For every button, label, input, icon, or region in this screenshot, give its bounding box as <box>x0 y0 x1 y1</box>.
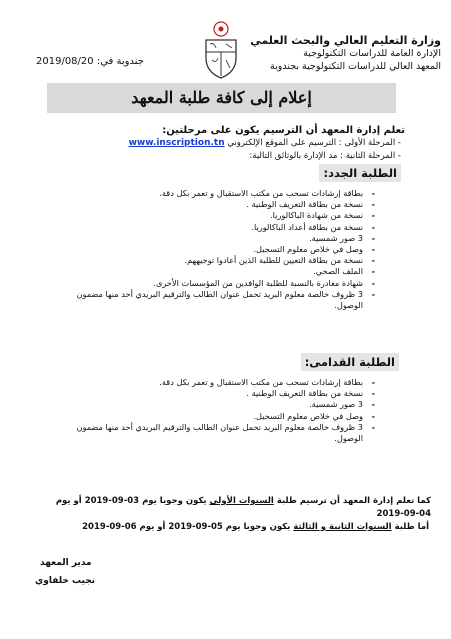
list-item: - 3 صور شمسية. <box>75 399 375 410</box>
list-item: - نسخة من بطاقة التعريف الوطنية . <box>75 388 375 399</box>
first-year-note <box>41 495 431 521</box>
note-emphasis: السنوات الأولى <box>209 496 274 506</box>
institute-name: المعهد العالي للدراسات التكنولوجية بجندوبة <box>270 61 441 72</box>
list-item: - 3 ظروف خالصة معلوم البريد تحمل عنوان الطالب والترقيم البريدي أحد منها مضمون الوصول. <box>75 422 375 444</box>
new-students-title: الطلبة الجدد: <box>319 164 401 182</box>
signature-title: مدير المعهد <box>40 558 92 568</box>
list-item: - بطاقة إرشادات تسحب من مكتب الاستقبال و تعمر بكل دقة. <box>75 188 375 199</box>
intro-text: تعلم إدارة المعهد أن الترسيم يكون على مرحلتين: <box>162 125 405 136</box>
note-text: كما تعلم إدارة المعهد أن ترسيم طلبة <box>276 496 431 506</box>
page-title: إعلام إلى كافة طلبة المعهد <box>47 83 396 113</box>
old-students-title: الطلبة القدامى: <box>301 353 399 371</box>
new-students-list <box>75 188 375 311</box>
list-item: - وصل في خلاص معلوم التسجيل. <box>75 411 375 422</box>
note-text: يكون وجوبا يوم 05-09-2019 أو يوم 06-09-2019 <box>82 522 291 532</box>
list-item: - نسخة من شهادة الباكالوريا. <box>75 210 375 221</box>
list-item: - 3 ظروف خالصة معلوم البريد تحمل عنوان الطالب والترقيم البريدي أحد منها مضمون الوصول. <box>75 289 375 311</box>
ministry-name: وزارة التعليم العالي والبحث العلمي <box>250 34 441 47</box>
list-item: - بطاقة إرشادات تسحب من مكتب الاستقبال و تعمر بكل دقة. <box>75 377 375 388</box>
list-item: - الملف الصحي. <box>75 266 375 277</box>
upper-year-note <box>39 521 429 534</box>
tunisia-emblem-icon <box>196 20 246 80</box>
phase-one <box>123 138 401 148</box>
institution-header <box>241 34 441 73</box>
directorate-name: الإدارة العامة للدراسات التكنولوجية <box>303 48 441 59</box>
phase-two: - المرحلة الثانية : مد الإدارة بالوثائق التالية: <box>249 151 401 161</box>
list-item: - 3 صور شمسية. <box>75 233 375 244</box>
note-text: يكون وجوبا يوم 03-09-2019 أو يوم 04-09-2019 <box>55 496 431 519</box>
list-item: - شهادة مغادرة بالنسبة للطلبة الوافدين من المؤسسات الأخرى. <box>75 278 375 289</box>
old-students-list <box>75 377 375 444</box>
list-item: - وصل في خلاص معلوم التسجيل. <box>75 244 375 255</box>
list-item: - نسخة من بطاقة التعيين للطلبة الذين أعادوا توجيههم. <box>75 255 375 266</box>
note-emphasis: السنوات الثانية و الثالثة <box>293 522 392 532</box>
document-date: جندوبة في: 2019/08/20 <box>36 56 144 67</box>
signature-name: نجيب خلفاوي <box>35 576 96 586</box>
list-item: - نسخة من بطاقة أعداد الباكالوريا. <box>75 222 375 233</box>
phase-one-text: - المرحلة الأولى : الترسيم على الموقع الإلكتروني <box>227 138 401 148</box>
list-item: - نسخة من بطاقة التعريف الوطنية . <box>75 199 375 210</box>
registration-link[interactable]: www.inscription.tn <box>128 138 225 148</box>
note-text: أما طلبة <box>394 522 429 532</box>
